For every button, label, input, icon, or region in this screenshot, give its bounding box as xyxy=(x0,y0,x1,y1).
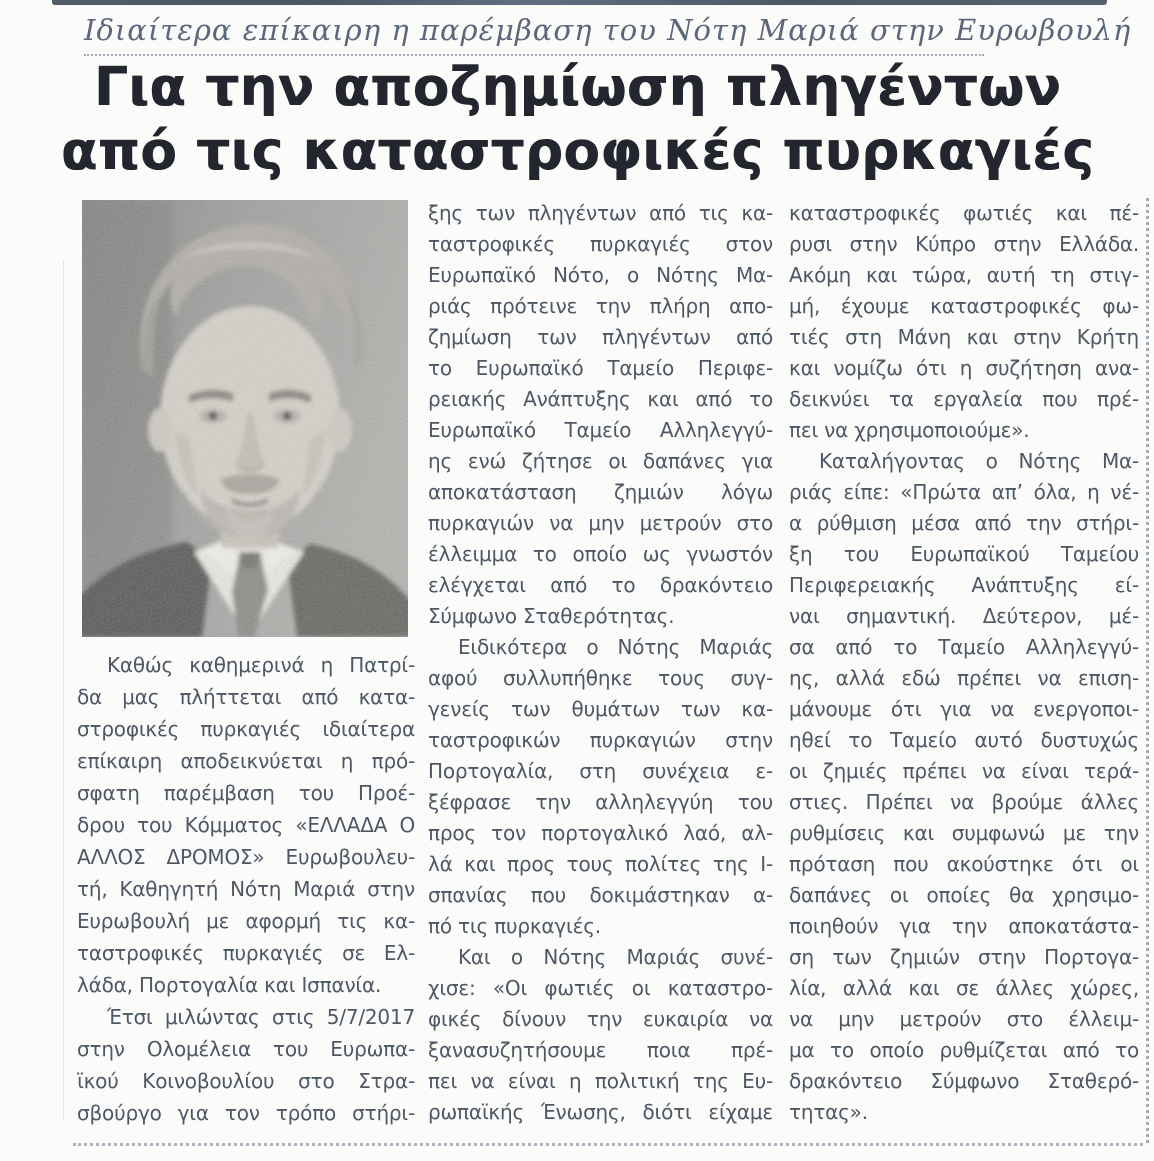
article-line: τητας». xyxy=(789,1100,868,1124)
article-line: Ακόμη και τώρα, αυτή τη στιγ- xyxy=(789,263,1139,287)
portrait-photo-image xyxy=(82,200,408,637)
article-line: δρακόντειο Σύμφωνο Σταθερό- xyxy=(789,1069,1139,1093)
article-line: πει να χρησιμοποιούμε». xyxy=(789,418,1030,442)
article-line: ση των ζημιών στην Πορτογα- xyxy=(789,945,1139,969)
article-line: στην Ολομέλεια του Ευρωπα- xyxy=(77,1037,415,1061)
article-line: μάνουμε ότι για να ενεργοποι- xyxy=(789,697,1139,721)
article-line: σπανίας που δοκιμάστηκαν α- xyxy=(428,883,773,907)
article-line: Ειδικότερα ο Νότης Μαριάς xyxy=(458,635,773,659)
article-line: χισε: «Οι φωτιές οι καταστρο- xyxy=(428,976,773,1000)
article-column-3 xyxy=(789,198,1139,1128)
article-line: το Ευρωπαϊκό Ταμείο Περιφε- xyxy=(428,356,773,380)
article-line: ριάς πρότεινε την πλήρη απο- xyxy=(428,294,773,318)
article-line: στροφικές πυρκαγιές ιδιαίτερα xyxy=(77,717,415,741)
article-line: ης, αλλά εδώ πρέπει να επιση- xyxy=(789,666,1139,690)
kicker: Ιδιαίτερα επίκαιρη η παρέμβαση του Νότη Μαριά στην Ευρωβουλή xyxy=(84,13,984,56)
article-line: λά και προς τους πολίτες της Ι- xyxy=(428,852,773,876)
article-line: ταστροφικών πυρκαγιών στην xyxy=(428,728,773,752)
portrait-photo xyxy=(82,200,408,637)
article-line: ναι σημαντική. Δεύτερον, μέ- xyxy=(789,604,1139,628)
article-line: πει να είναι η πολιτική της Ευ- xyxy=(428,1069,773,1093)
article-line: ξέφρασε την αλληλεγγύη του xyxy=(428,790,773,814)
article-line: ξανασυζητήσουμε ποια πρέ- xyxy=(428,1038,773,1062)
article-line: πό τις πυρκαγιές. xyxy=(428,914,601,938)
article-line: πρόταση που ακούστηκε ότι οι xyxy=(789,852,1139,876)
article-line: δρου του Κόμματος «ΕΛΛΑΔΑ Ο xyxy=(77,813,415,837)
article-line: Πορτογαλία, στη συνέχεια ε- xyxy=(428,759,773,783)
article-line: ρωπαϊκής Ένωσης, διότι είχαμε xyxy=(428,1100,773,1124)
article-line: σα από το Ταμείο Αλληλεγγύ- xyxy=(789,635,1139,659)
article-line: λάδα, Πορτογαλία και Ισπανία. xyxy=(77,973,382,997)
article-line: Καταλήγοντας ο Νότης Μα- xyxy=(819,449,1139,473)
article-line: α ρύθμιση μέσα από την στήρι- xyxy=(789,511,1139,535)
article-line: δα μας πλήττεται από κατα- xyxy=(77,685,415,709)
article-line: ρυθμίσεις και συμφωνώ με την xyxy=(789,821,1139,845)
article-line: ρειακής Ανάπτυξης και από το xyxy=(428,387,773,411)
headline-line-2: από τις καταστροφικές πυρκαγιές xyxy=(60,121,1095,182)
article-line: ταστροφικές πυρκαγιές στον xyxy=(428,232,773,256)
article-column-2 xyxy=(428,198,773,1128)
article-line: Ευρωβουλή με αφορμή τις κα- xyxy=(77,909,415,933)
article-line: σβούργο για τον τρόπο στήρι- xyxy=(77,1101,415,1125)
article-column-1 xyxy=(77,649,415,1129)
article-line: τή, Καθηγητή Νότη Μαριά στην xyxy=(77,877,415,901)
article-line: προς τον πορτογαλικό λαό, αλ- xyxy=(428,821,773,845)
article-line: ζημίωση των πληγέντων από xyxy=(428,325,773,349)
bottom-dotted-rule xyxy=(73,1143,1143,1146)
article-line: αποκατάσταση ζημιών λόγω xyxy=(428,480,773,504)
article-line: Ευρωπαϊκό Νότο, ο Νότης Μα- xyxy=(428,263,773,287)
article-line: πυρκαγιών να μην μετρούν στο xyxy=(428,511,773,535)
article-line: ξη του Ευρωπαϊκού Ταμείου xyxy=(789,542,1139,566)
article-line: Ευρωπαϊκό Ταμείο Αλληλεγγύ- xyxy=(428,418,773,442)
article-line: ποιηθούν για την αποκατάστα- xyxy=(789,914,1139,938)
article-line: Καθώς καθημερινά η Πατρί- xyxy=(107,653,415,677)
article-line: ηθεί το Ταμείο αυτό δυστυχώς xyxy=(789,728,1139,752)
article-line: καταστροφικές φωτιές και πέ- xyxy=(789,201,1139,225)
article-line: δαπάνες οι οποίες θα χρησιμο- xyxy=(789,883,1139,907)
headline xyxy=(40,56,1115,184)
article-line: δεικνύει τα εργαλεία που πρέ- xyxy=(789,387,1139,411)
article-line: ριάς είπε: «Πρώτα απ’ όλα, η νέ- xyxy=(789,480,1139,504)
article-line: ελέγχεται από το δρακόντειο xyxy=(428,573,773,597)
article-line: στιες. Πρέπει να βρούμε άλλες xyxy=(789,790,1139,814)
article-line: μα το οποίο ρυθμίζεται από το xyxy=(789,1038,1139,1062)
article-line: Έτσι μιλώντας στις 5/7/2017 xyxy=(107,1005,415,1029)
article-line: Σύμφωνο Σταθερότητας. xyxy=(428,604,675,628)
right-dotted-rule xyxy=(1146,198,1149,1143)
headline-line-1: Για την αποζημίωση πληγέντων xyxy=(93,57,1062,118)
article-line: ξης των πληγέντων από τις κα- xyxy=(428,201,773,225)
article-line: οι ζημιές πρέπει να είναι τερά- xyxy=(789,759,1139,783)
article-line: σφατη παρέμβαση του Προέ- xyxy=(77,781,415,805)
article-line: και νομίζω ότι η συζήτηση ανα- xyxy=(789,356,1139,380)
article-line: αφού συλλυπήθηκε τους συγ- xyxy=(428,666,773,690)
top-scan-edge-line xyxy=(52,0,1107,5)
article-line: γενείς των θυμάτων των κα- xyxy=(428,697,773,721)
article-line: λία, αλλά και σε άλλες χώρες, xyxy=(789,976,1139,1000)
article-line: ρυσι στην Κύπρο στην Ελλάδα. xyxy=(789,232,1139,256)
article-line: τιές στη Μάνη και στην Κρήτη xyxy=(789,325,1139,349)
article-line: ϊκού Κοινοβουλίου στο Στρα- xyxy=(77,1069,415,1093)
article-line: επίκαιρη αποδεικνύεται η πρό- xyxy=(77,749,415,773)
article-line: ΑΛΛΟΣ ΔΡΟΜΟΣ» Ευρωβουλευ- xyxy=(77,845,415,869)
article-line: μή, έχουμε καταστροφικές φω- xyxy=(789,294,1139,318)
article-line: ης ενώ ζήτησε οι δαπάνες για xyxy=(428,449,773,473)
article-line: έλλειμμα το οποίο ως γνωστόν xyxy=(428,542,773,566)
article-line: Και ο Νότης Μαριάς συνέ- xyxy=(458,945,773,969)
article-line: ταστροφικές πυρκαγιές σε Ελ- xyxy=(77,941,415,965)
article-line: Περιφερειακής Ανάπτυξης εί- xyxy=(789,573,1139,597)
article-line: να μην μετρούν στο έλλειμ- xyxy=(789,1007,1139,1031)
article-line: φικές δίνουν την ευκαιρία να xyxy=(428,1007,773,1031)
left-dotted-rule xyxy=(63,260,64,1120)
